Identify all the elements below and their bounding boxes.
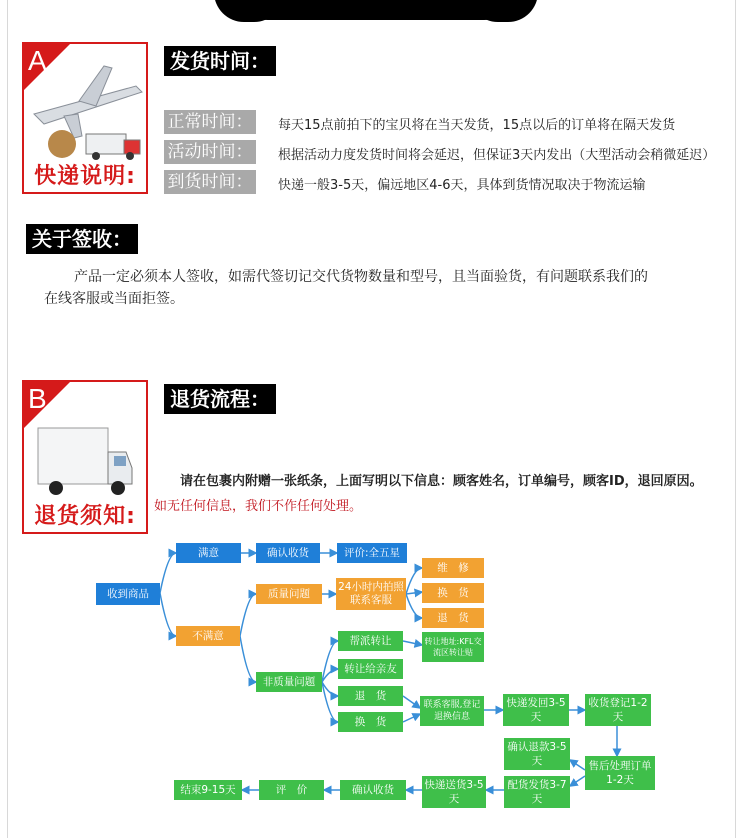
- event-time-label: 活动时间：: [164, 140, 256, 164]
- arrival-time-label: 到货时间：: [164, 170, 256, 194]
- flow-return: 退 货: [422, 608, 484, 628]
- flow-after-sales: 售后处理订单1-2天: [585, 756, 655, 790]
- flow-review: 评 价: [259, 780, 324, 800]
- flow-transfer-address: 转让地址:KFL交流区转让贴: [422, 632, 484, 662]
- flow-end: 结束9-15天: [174, 780, 242, 800]
- arrival-time-text: 快递一般3-5天，偏远地区4-6天，具体到货情况取决于物流运输: [278, 178, 646, 193]
- normal-time-label: 正常时间：: [164, 110, 256, 134]
- flow-repair: 维 修: [422, 558, 484, 578]
- signing-heading: 关于签收：: [26, 224, 138, 254]
- flow-confirm-refund: 确认退款3-5天: [504, 738, 570, 770]
- return-warning-text: 如无任何信息，我们不作任何处理。: [154, 499, 363, 514]
- flow-received: 收到商品: [96, 583, 160, 605]
- flow-receive-register: 收货登记1-2天: [585, 694, 651, 726]
- flow-nq-exchange: 换 货: [338, 712, 403, 732]
- flow-satisfied: 满意: [176, 543, 241, 563]
- flow-non-quality-issue: 非质量问题: [256, 672, 322, 692]
- signing-text-line2: 在线客服或当面拒签。: [44, 291, 184, 307]
- flow-nq-return: 退 货: [338, 686, 403, 706]
- signing-text-line1: 产品一定必须本人签收，如需代签切记交代货物数量和型号，且当面验货，有问题联系我们的: [74, 269, 648, 285]
- flow-help-transfer: 帮派转让: [338, 631, 403, 651]
- flow-unsatisfied: 不满意: [176, 626, 240, 646]
- return-process-heading: 退货流程：: [164, 384, 276, 414]
- flow-exchange: 换 货: [422, 583, 484, 603]
- flow-confirm-receipt-2: 确认收货: [340, 780, 406, 800]
- section-b-caption: 退货须知:: [34, 504, 136, 529]
- flow-quality-issue: 质量问题: [256, 584, 322, 604]
- flow-delivery: 快递送货3-5天: [422, 776, 486, 808]
- section-a-letter: A: [28, 45, 47, 76]
- flow-confirm-receipt: 确认收货: [256, 543, 320, 563]
- flow-contact-register: 联系客服,登记退换信息: [420, 696, 484, 726]
- flow-rating-five: 评价:全五星: [337, 543, 407, 563]
- flow-transfer-friend: 转让给亲友: [338, 659, 403, 679]
- return-info-text: 请在包裹内附赠一张纸条，上面写明以下信息：顾客姓名，订单编号，顾客ID，退回原因。: [180, 474, 703, 489]
- normal-time-text: 每天15点前拍下的宝贝将在当天发货，15点以后的订单将在隔天发货: [278, 118, 676, 133]
- event-time-text: 根据活动力度发货时间将会延迟，但保证3天内发出（大型活动会稍微延迟）: [278, 148, 716, 163]
- flow-dispatch: 配货发货3-7天: [504, 776, 570, 808]
- section-a-caption: 快递说明:: [34, 164, 136, 189]
- shipping-time-heading: 发货时间：: [164, 46, 276, 76]
- section-b-letter: B: [28, 383, 47, 414]
- flow-ship-back: 快递发回3-5天: [503, 694, 569, 726]
- flow-photo-contact: 24小时内拍照联系客服: [336, 578, 406, 610]
